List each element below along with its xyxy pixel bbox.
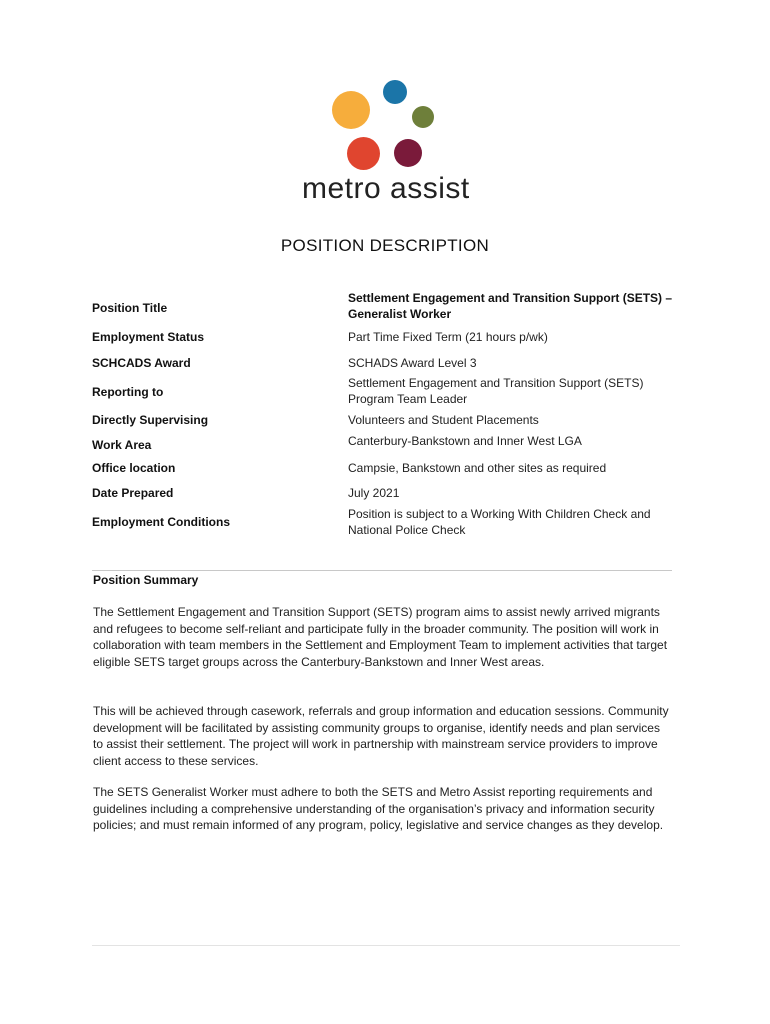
detail-value: Settlement Engagement and Transition Support (SETS) Program Team Leader [348, 376, 644, 406]
footer-divider [92, 945, 680, 946]
detail-value: Volunteers and Student Placements [348, 413, 539, 427]
detail-value: July 2021 [348, 486, 400, 500]
detail-value: Position is subject to a Working With Children Check and National Police Check [348, 507, 651, 537]
detail-value: Campsie, Bankstown and other sites as required [348, 461, 607, 475]
detail-value: Settlement Engagement and Transition Support (SETS) – Generalist Worker [348, 291, 673, 321]
detail-label: Work Area [92, 438, 152, 452]
summary-paragraph: The SETS Generalist Worker must adhere to both the SETS and Metro Assist reporting requirements and guidelines including a comprehensive understanding of the organisation’s privacy and information security policies; and must remain informed of any program, policy, legislative and service changes as they develop. [93, 785, 664, 833]
detail-label: Office location [92, 461, 176, 475]
detail-label: Employment Status [92, 330, 205, 344]
summary-paragraph: This will be achieved through casework, referrals and group information and education sessions. Community development will be facilitated by assisting community groups to organise, identify needs and plan services to assist their settlement. The project will work in partnership with mainstream service providers to improve client access to these services. [93, 704, 669, 768]
maroon-dot-icon [394, 139, 422, 167]
detail-value: SCHADS Award Level 3 [348, 356, 477, 370]
detail-label: Employment Conditions [92, 515, 230, 529]
position-summary-heading: Position Summary [93, 573, 199, 587]
section-divider [92, 570, 672, 571]
detail-label: Position Title [92, 301, 168, 315]
metro-assist-logo [296, 76, 476, 206]
blue-dot-icon [383, 80, 407, 104]
detail-value: Part Time Fixed Term (21 hours p/wk) [348, 330, 548, 344]
detail-label: Reporting to [92, 385, 164, 399]
detail-label: SCHCADS Award [92, 356, 191, 370]
green-dot-icon [412, 106, 434, 128]
detail-value: Canterbury-Bankstown and Inner West LGA [348, 434, 582, 448]
summary-paragraph: The Settlement Engagement and Transition Support (SETS) program aims to assist newly arrived migrants and refugees to become self-reliant and participate fully in the broader community. The position will work in collaboration with team members in the Settlement and Employment Team to implement activities that target eligible SETS target groups across the Canterbury-Bankstown and Inner West areas. [93, 605, 668, 669]
detail-label: Directly Supervising [92, 413, 209, 427]
detail-label: Date Prepared [92, 486, 174, 500]
red-dot-icon [347, 137, 380, 170]
logo-wordmark: metro assist [302, 172, 470, 205]
orange-dot-icon [332, 91, 370, 129]
document-title: POSITION DESCRIPTION [280, 236, 490, 255]
